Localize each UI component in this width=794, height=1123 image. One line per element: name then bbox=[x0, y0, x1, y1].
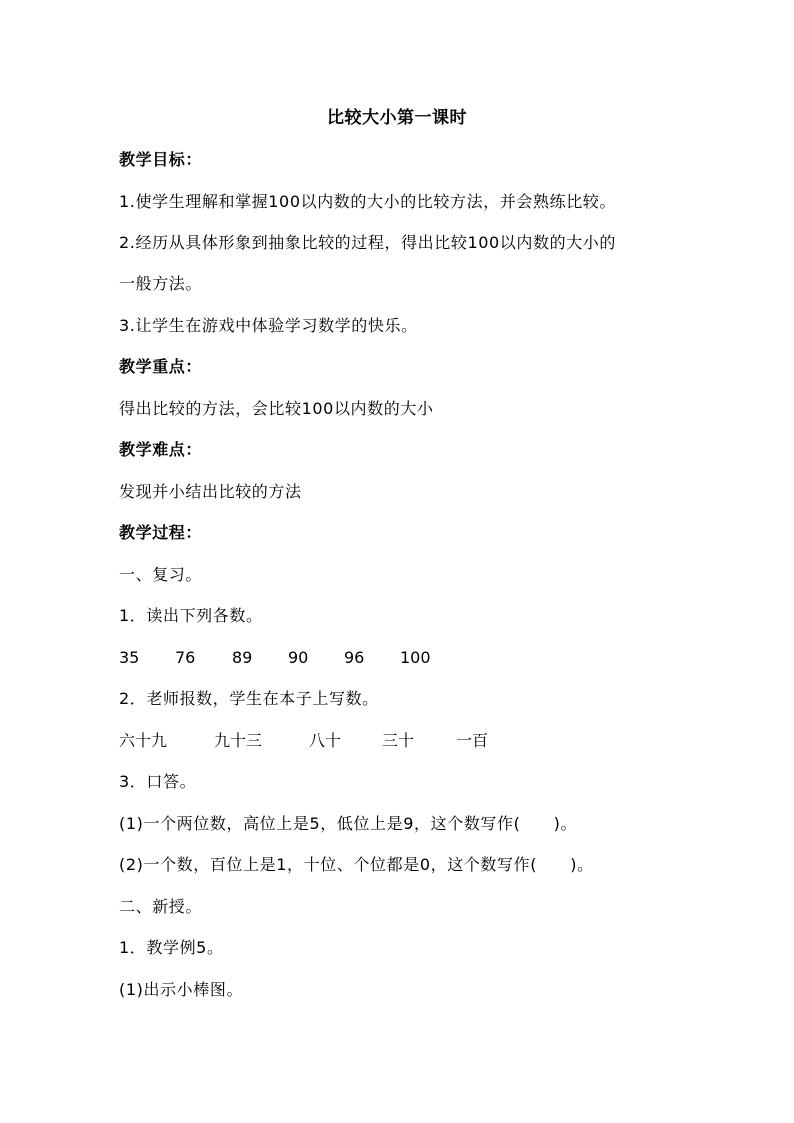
question-2: (2)一个数，百位上是1，十位、个位都是0，这个数写作( )。 bbox=[119, 855, 594, 874]
chinese-number-item: 九十三 bbox=[214, 731, 263, 750]
review-heading: 一、复习。 bbox=[119, 565, 203, 584]
new-lesson-heading: 二、新授。 bbox=[119, 897, 203, 916]
key-points-heading: 教学重点： bbox=[119, 357, 203, 376]
number-item: 96 bbox=[344, 648, 365, 667]
new-lesson-subitem-1: (1)出示小棒图。 bbox=[119, 980, 244, 999]
review-item-1: 1．读出下列各数。 bbox=[119, 606, 263, 625]
number-item: 89 bbox=[232, 648, 253, 667]
difficulty-text: 发现并小结出比较的方法 bbox=[119, 482, 302, 501]
chinese-number-item: 八十 bbox=[309, 731, 342, 750]
chinese-number-item: 一百 bbox=[456, 731, 489, 750]
number-item: 90 bbox=[288, 648, 309, 667]
process-heading: 教学过程： bbox=[119, 523, 203, 542]
objectives-heading: 教学目标： bbox=[119, 150, 203, 169]
question-1: (1)一个两位数，高位上是5，低位上是9，这个数写作( )。 bbox=[119, 814, 578, 833]
chinese-number-item: 三十 bbox=[382, 731, 415, 750]
objective-1: 1.使学生理解和掌握100以内数的大小的比较方法，并会熟练比较。 bbox=[119, 192, 617, 211]
review-item-2: 2．老师报数，学生在本子上写数。 bbox=[119, 689, 379, 708]
key-points-text: 得出比较的方法，会比较100以内数的大小 bbox=[119, 399, 434, 418]
chinese-number-item: 六十九 bbox=[119, 731, 168, 750]
page-title: 比较大小第一课时 bbox=[327, 108, 467, 128]
objective-2-line-2: 一般方法。 bbox=[119, 274, 203, 293]
number-item: 35 bbox=[119, 648, 140, 667]
objective-2-line-1: 2.经历从具体形象到抽象比较的过程，得出比较100以内数的大小的 bbox=[119, 233, 617, 252]
new-lesson-item-1: 1．教学例5。 bbox=[119, 938, 224, 957]
number-item: 76 bbox=[175, 648, 196, 667]
difficulty-heading: 教学难点： bbox=[119, 440, 203, 459]
number-item: 100 bbox=[400, 648, 431, 667]
objective-3: 3.让学生在游戏中体验学习数学的快乐。 bbox=[119, 316, 418, 335]
review-item-3: 3．口答。 bbox=[119, 772, 197, 791]
